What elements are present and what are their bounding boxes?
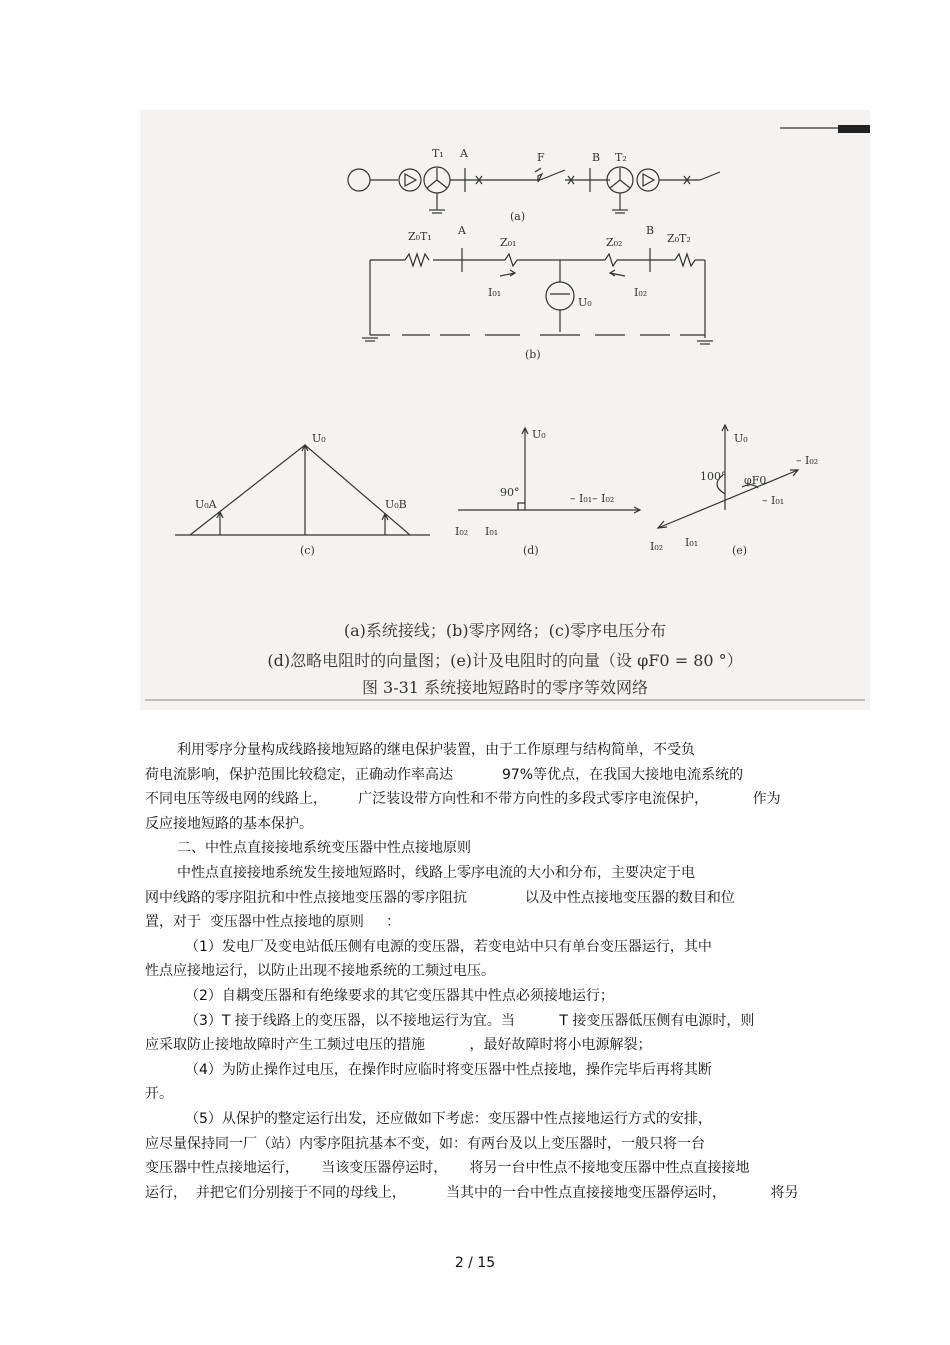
label-u0-c: U₀ [312, 432, 326, 445]
label-t2: T₂ [615, 151, 627, 164]
figure-caption-line-2: (d)忽略电阻时的向量图；(e)计及电阻时的向量（设 φF0 = 80 °） [267, 651, 743, 670]
text-line: 二、中性点直接接地系统变压器中性点接地原则 [177, 840, 471, 857]
label-f: F [537, 151, 545, 164]
label-90-deg: 90° [500, 486, 520, 499]
label-i02-net: I₀₂ [634, 286, 648, 299]
label-phi-f0: φF0 [744, 474, 767, 487]
text-line: （3）T 接于线路上的变压器，以不接地运行为宜。当 T 接变压器低压侧有电源时，则 [185, 1012, 755, 1029]
text-line: 性点应接地运行，以防止出现不接地系统的工频过电压。 [145, 963, 495, 980]
label-z0t1: Z₀T₁ [408, 230, 432, 243]
label-neg-i01-e: – I₀₁ [762, 494, 785, 507]
text-line: 网中线路的零序阻抗和中性点接地变压器的零序阻抗 以及中性点接地变压器的数目和位 [145, 889, 735, 906]
text-line: （1）发电厂及变电站低压侧有电源的变压器，若变电站中只有单台变压器运行，其中 [185, 938, 712, 955]
label-fig-a: (a) [510, 210, 526, 223]
label-z0t2: Z₀T₂ [667, 232, 691, 245]
label-i02-e: I₀₂ [650, 540, 664, 553]
label-neg-i-sum: – I₀₁– I₀₂ [570, 492, 615, 505]
label-fig-d: (d) [523, 544, 539, 557]
label-z02: Z₀₂ [606, 236, 623, 249]
label-ugb: U₀B [385, 498, 407, 511]
label-u0-net: U₀ [578, 296, 592, 309]
label-u0-e: U₀ [734, 432, 748, 445]
label-fig-c: (c) [300, 544, 315, 557]
corner-bar [838, 125, 870, 133]
label-u0-d: U₀ [532, 428, 546, 441]
page-number: 2 / 15 [454, 1255, 496, 1271]
label-fig-e: (e) [732, 544, 748, 557]
text-line: 反应接地短路的基本保护。 [145, 815, 313, 832]
label-t1: T₁ [432, 147, 444, 160]
voltage-source-u0 [546, 282, 574, 310]
text-line: 不同电压等级电网的线路上， 广泛装设带方向性和不带方向性的多段式零序电流保护， 作为 [145, 791, 781, 808]
text-line: 利用零序分量构成线路接地短路的继电保护装置，由于工作原理与结构简单，不受负 [177, 742, 695, 758]
text-line: （4）为防止操作过电压，在操作时应临时将变压器中性点接地，操作完毕后再将其断 [185, 1061, 712, 1078]
label-i01-net: I₀₁ [488, 286, 502, 299]
text-line: 置，对于 变压器中性点接地的原则 ： [145, 914, 401, 931]
label-b-top: B [592, 151, 601, 164]
text-line: 荷电流影响，保护范围比较稳定，正确动作率高达 97%等优点，在我国大接地电流系统的 [145, 766, 744, 783]
text-line: 中性点直接接地系统发生接地短路时，线路上零序电流的大小和分布，主要决定于电 [177, 864, 695, 881]
figure-caption-title: 图 3-31 系统接地短路时的零序等效网络 [361, 678, 649, 697]
figure-caption-line-1: (a)系统接线；(b)零序网络；(c)零序电压分布 [343, 621, 667, 640]
text-line: （5）从保护的整定运行出发，还应做如下考虑：变压器中性点接地运行方式的安排， [185, 1110, 712, 1127]
text-line: 运行， 并把它们分别接于不同的母线上， 当其中的一台中性点直接接地变压器停运时， 将另 [145, 1184, 799, 1201]
figure-3-31 [140, 110, 870, 710]
text-line: 开。 [145, 1086, 173, 1103]
body-text [145, 738, 810, 1205]
text-line: 应采取防止接地故障时产生工频过电压的措施 ，最好故障时将小电源解裂； [145, 1037, 652, 1054]
label-uoa: U₀A [195, 498, 217, 511]
label-fig-b: (b) [525, 348, 541, 361]
label-a-net: A [458, 224, 466, 237]
label-i01-d: I₀₁ [485, 525, 499, 538]
label-i01-e: I₀₁ [685, 536, 699, 549]
text-line: 应尽量保持同一厂（站）内零序阻抗基本不变，如：有两台及以上变压器时，一般只将一台 [145, 1135, 705, 1152]
text-line: 变压器中性点接地运行， 当该变压器停运时， 将另一台中性点不接地变压器中性点直接接地 [145, 1160, 750, 1177]
transformer-g-symbol [399, 169, 421, 191]
label-a-top: A [460, 147, 468, 160]
text-line: （2）自耦变压器和有绝缘要求的其它变压器其中性点必须接地运行； [185, 987, 614, 1004]
label-b-net: B [646, 224, 655, 237]
label-i02-d: I₀₂ [455, 525, 469, 538]
label-neg-i02-e: – I₀₂ [796, 454, 819, 467]
label-100-deg: 100° [700, 470, 727, 483]
label-z01: Z₀₁ [500, 236, 517, 249]
generator-symbol [348, 169, 370, 191]
